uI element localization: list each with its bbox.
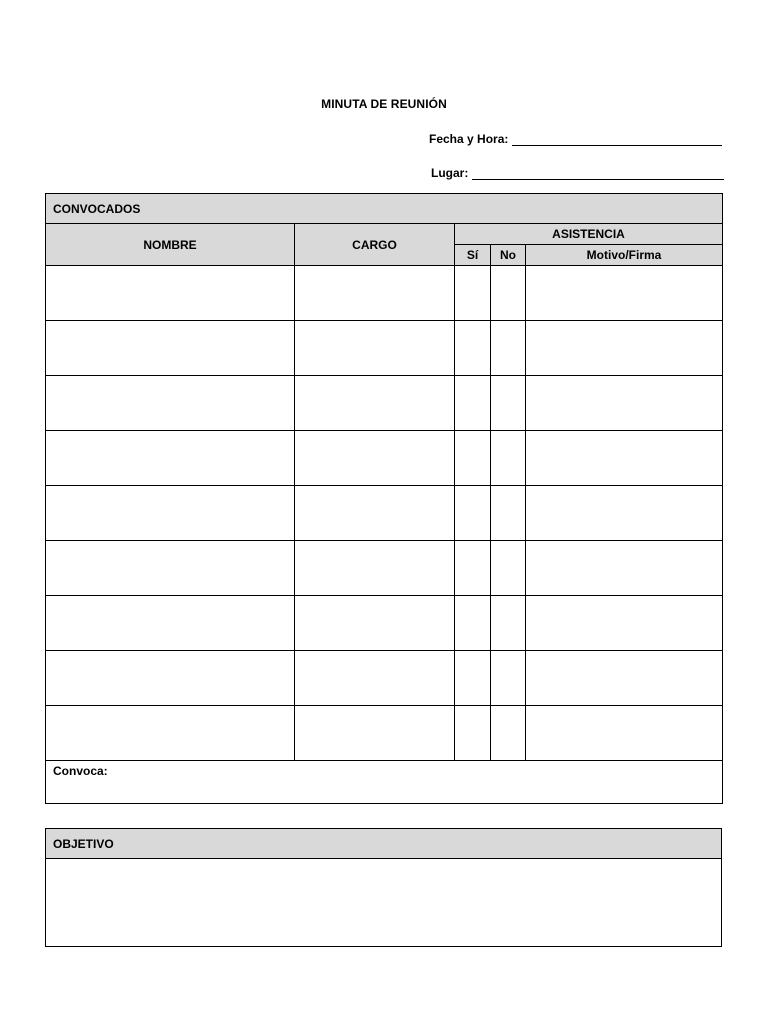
objetivo-content-area[interactable] — [46, 859, 722, 947]
nombre-cell[interactable] — [46, 541, 295, 596]
fecha-hora-field[interactable] — [429, 132, 722, 146]
nombre-cell[interactable] — [46, 431, 295, 486]
si-cell[interactable] — [455, 486, 491, 541]
cargo-column-header: CARGO — [295, 224, 455, 266]
nombre-cell[interactable] — [46, 596, 295, 651]
nombre-cell[interactable] — [46, 486, 295, 541]
convoca-field[interactable] — [46, 761, 723, 804]
si-cell[interactable] — [455, 541, 491, 596]
cargo-cell[interactable] — [295, 706, 455, 761]
cargo-cell[interactable] — [295, 651, 455, 706]
si-column-header: Sí — [455, 245, 491, 266]
motivo-firma-column-header: Motivo/Firma — [526, 245, 723, 266]
no-cell[interactable] — [491, 266, 526, 321]
no-cell[interactable] — [491, 486, 526, 541]
nombre-cell[interactable] — [46, 321, 295, 376]
no-column-header: No — [491, 245, 526, 266]
table-row — [46, 431, 723, 486]
objetivo-table — [45, 828, 722, 947]
cargo-cell[interactable] — [295, 596, 455, 651]
lugar-label: Lugar: — [431, 166, 469, 180]
no-cell[interactable] — [491, 651, 526, 706]
motivo-firma-cell[interactable] — [526, 651, 723, 706]
nombre-cell[interactable] — [46, 266, 295, 321]
no-cell[interactable] — [491, 321, 526, 376]
nombre-column-header: NOMBRE — [46, 224, 295, 266]
si-cell[interactable] — [455, 706, 491, 761]
no-cell[interactable] — [491, 431, 526, 486]
si-cell[interactable] — [455, 596, 491, 651]
no-cell[interactable] — [491, 376, 526, 431]
table-row — [46, 596, 723, 651]
motivo-firma-cell[interactable] — [526, 376, 723, 431]
convocados-table — [45, 193, 723, 804]
table-row — [46, 706, 723, 761]
motivo-firma-cell[interactable] — [526, 431, 723, 486]
si-cell[interactable] — [455, 266, 491, 321]
motivo-firma-cell[interactable] — [526, 596, 723, 651]
table-row — [46, 486, 723, 541]
nombre-cell[interactable] — [46, 376, 295, 431]
table-row — [46, 651, 723, 706]
objetivo-section-header: OBJETIVO — [46, 829, 722, 859]
document-title: MINUTA DE REUNIÓN — [321, 97, 447, 111]
nombre-cell[interactable] — [46, 651, 295, 706]
nombre-cell[interactable] — [46, 706, 295, 761]
fecha-hora-blank-line[interactable] — [512, 133, 722, 146]
cargo-cell[interactable] — [295, 431, 455, 486]
cargo-cell[interactable] — [295, 541, 455, 596]
convoca-label: Convoca: — [53, 764, 108, 778]
table-row — [46, 541, 723, 596]
no-cell[interactable] — [491, 596, 526, 651]
cargo-cell[interactable] — [295, 266, 455, 321]
convocados-section-header: CONVOCADOS — [46, 194, 723, 224]
lugar-field[interactable] — [431, 166, 724, 180]
cargo-cell[interactable] — [295, 376, 455, 431]
no-cell[interactable] — [491, 706, 526, 761]
lugar-blank-line[interactable] — [472, 167, 724, 180]
cargo-cell[interactable] — [295, 486, 455, 541]
motivo-firma-cell[interactable] — [526, 541, 723, 596]
motivo-firma-cell[interactable] — [526, 486, 723, 541]
table-row — [46, 376, 723, 431]
si-cell[interactable] — [455, 651, 491, 706]
no-cell[interactable] — [491, 541, 526, 596]
fecha-hora-label: Fecha y Hora: — [429, 132, 509, 146]
motivo-firma-cell[interactable] — [526, 266, 723, 321]
cargo-cell[interactable] — [295, 321, 455, 376]
motivo-firma-cell[interactable] — [526, 321, 723, 376]
table-row — [46, 266, 723, 321]
motivo-firma-cell[interactable] — [526, 706, 723, 761]
si-cell[interactable] — [455, 321, 491, 376]
si-cell[interactable] — [455, 376, 491, 431]
si-cell[interactable] — [455, 431, 491, 486]
table-row — [46, 321, 723, 376]
asistencia-column-header: ASISTENCIA — [455, 224, 723, 245]
